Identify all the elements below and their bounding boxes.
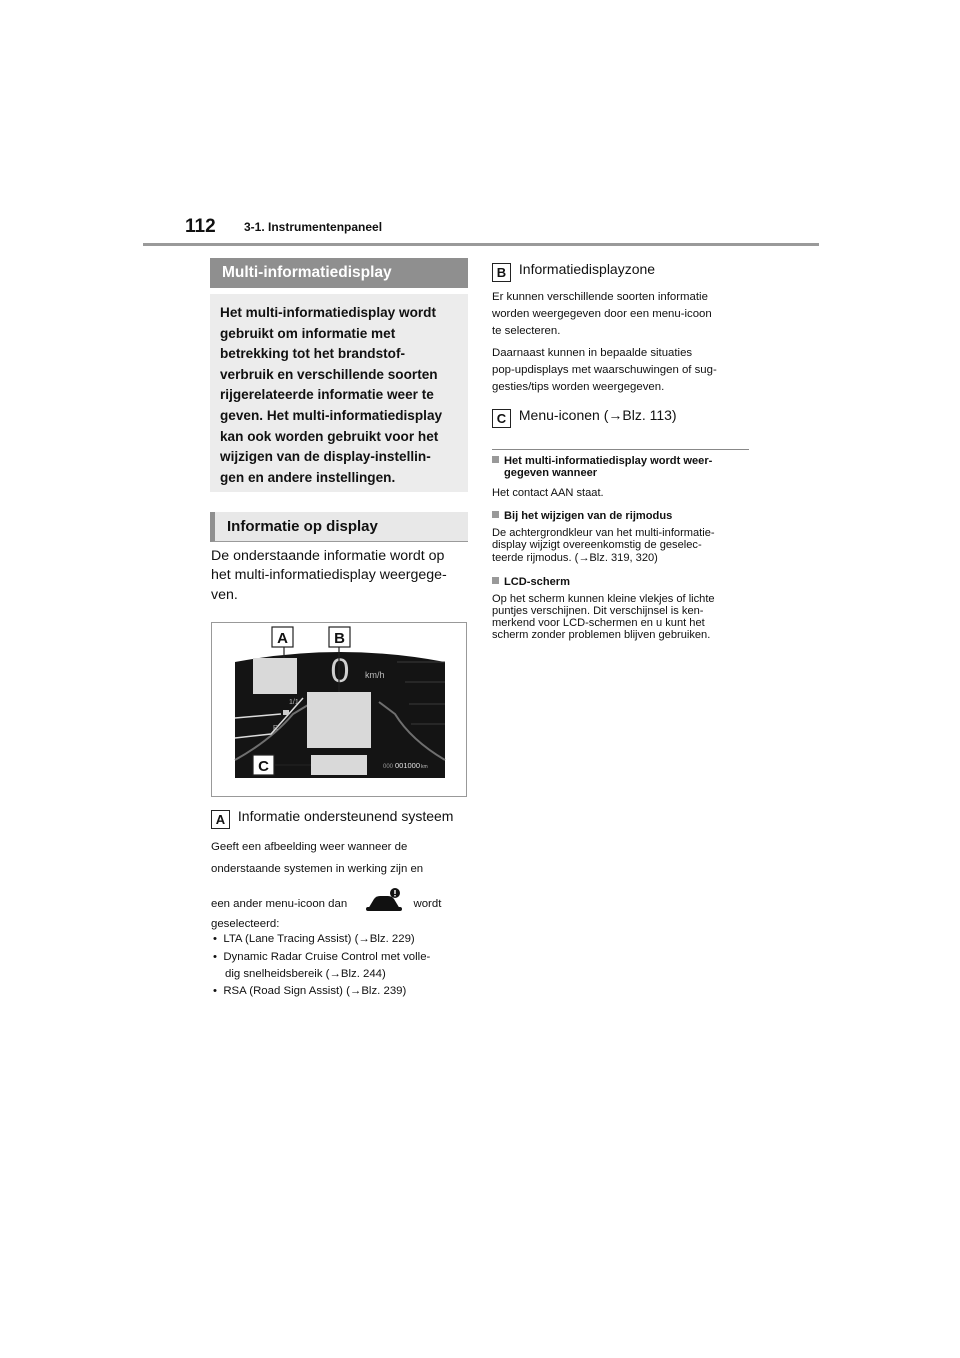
note-body: Het contact AAN staat. — [492, 487, 604, 499]
intro-line: gebruikt om informatie met — [220, 325, 396, 341]
item-a-line: geselecteerd: — [211, 918, 280, 931]
notes — [492, 455, 754, 642]
bullet-item: • Dynamic Radar Cruise Control met volle- — [213, 950, 431, 963]
bullet-item: • RSA (Road Sign Assist) (→Blz. 239) — [213, 985, 407, 998]
lead-line: ven. — [211, 586, 238, 603]
page-number: 112 — [185, 216, 216, 237]
item-b-title: Informatiedisplayzone — [518, 261, 656, 277]
bullet-item-continued: dig snelheidsbereik (→Blz. 244) — [225, 967, 386, 980]
note-block — [492, 455, 754, 499]
zone-a-area — [253, 658, 297, 694]
section-box-title: Multi-informatiedisplay — [210, 258, 468, 288]
bullet-square-icon — [492, 511, 499, 518]
lead-paragraph — [211, 547, 469, 605]
intro-line: kan ook worden gebruikt voor het — [220, 428, 439, 444]
section-title: Informatie op display — [210, 512, 468, 542]
gear-info: 1/1 — [289, 699, 299, 706]
item-a-icon-line — [211, 887, 471, 911]
zone-c-area — [311, 755, 367, 775]
instrument-cluster-figure — [211, 622, 467, 797]
intro-line: betrekking tot het brandstof- — [220, 346, 406, 362]
header-divider — [143, 243, 819, 246]
zone-b-area — [307, 692, 371, 748]
speed-readout: 0 — [330, 652, 350, 690]
item-b-line: te selecteren. — [492, 325, 561, 338]
odometer-value: 001000 — [395, 761, 421, 770]
intro-line: gen en andere instellingen. — [220, 469, 396, 485]
speed-unit: km/h — [365, 670, 385, 680]
bullet-square-icon — [492, 577, 499, 584]
item-b-line: pop-updisplays met waarschuwingen of sug- — [492, 363, 717, 376]
item-c — [492, 407, 754, 428]
note-title: gegeven wanneer — [504, 467, 598, 479]
intro-line: Het multi-informatiedisplay wordt — [220, 305, 437, 320]
item-b-line: Daarnaast kunnen in bepaalde situaties — [492, 346, 693, 359]
tag-b: B — [492, 263, 511, 282]
note-body: scherm zonder problemen blijven gebruiken. — [492, 629, 711, 642]
tag-c: C — [492, 409, 511, 428]
icon-line-before: een ander menu-icoon dan — [211, 898, 348, 911]
callout-c: C — [258, 758, 269, 775]
note-block — [492, 576, 754, 642]
intro-line: wijzigen van de display-instellin- — [220, 449, 431, 465]
item-a-title: Informatie ondersteunend systeem — [237, 808, 454, 824]
lead-line: het multi-informatiedisplay weergege- — [211, 567, 447, 584]
odometer-unit: km — [421, 764, 428, 770]
note-body: Op het scherm kunnen kleine vlekjes of lichte — [492, 592, 715, 605]
item-b-line: worden weergegeven door een menu-icoon — [492, 308, 712, 321]
driving-assist-car-icon — [364, 887, 404, 913]
lead-line: De onderstaande informatie wordt op — [211, 548, 445, 564]
gear-indicator: R — [273, 725, 279, 732]
note-title: LCD-scherm — [504, 575, 570, 588]
intro-line: rijgerelateerde informatie weer te — [220, 387, 434, 403]
note-block — [492, 510, 754, 564]
item-c-title: Menu-iconen (→Blz. 113) — [518, 407, 677, 423]
note-title: Bij het wijzigen van de rijmodus — [504, 510, 673, 523]
note-body: display wijzigt overeenkomstig de geselec- — [492, 539, 702, 552]
note-body: De achtergrondkleur van het multi-informatie- — [492, 527, 715, 540]
item-a-line: onderstaande systemen in werking zijn en — [211, 863, 424, 876]
note-body: merkend voor LCD-schermen en u kunt het — [492, 617, 705, 630]
notes-divider — [492, 449, 749, 450]
item-b-line: Er kunnen verschillende soorten informatie — [492, 291, 708, 303]
callout-b: B — [334, 630, 345, 647]
item-a — [211, 808, 471, 1000]
intro-line: verbruik en verschillende soorten — [220, 366, 438, 382]
odometer-prefix: 000 — [383, 764, 394, 770]
item-b — [492, 261, 754, 396]
callout-a: A — [277, 630, 288, 647]
intro-box — [210, 294, 468, 492]
intro-line: geven. Het multi-informatiedisplay — [220, 407, 443, 423]
note-title: Het multi-informatiedisplay wordt weer- — [504, 455, 713, 467]
bullet-item: • LTA (Lane Tracing Assist) (→Blz. 229) — [213, 933, 415, 946]
bullet-square-icon — [492, 456, 499, 463]
display-icon — [283, 710, 289, 715]
note-body: teerde rijmodus. (→Blz. 319, 320) — [492, 551, 658, 564]
tag-a: A — [211, 810, 230, 829]
chapter-title: 3-1. Instrumentenpaneel — [244, 220, 383, 234]
item-b-line: gesties/tips worden weergegeven. — [492, 381, 665, 394]
icon-line-after: wordt — [413, 898, 442, 911]
note-body: puntjes verschijnen. Dit verschijnsel is ken- — [492, 605, 704, 618]
item-a-line: Geeft een afbeelding weer wanneer de — [211, 841, 408, 853]
